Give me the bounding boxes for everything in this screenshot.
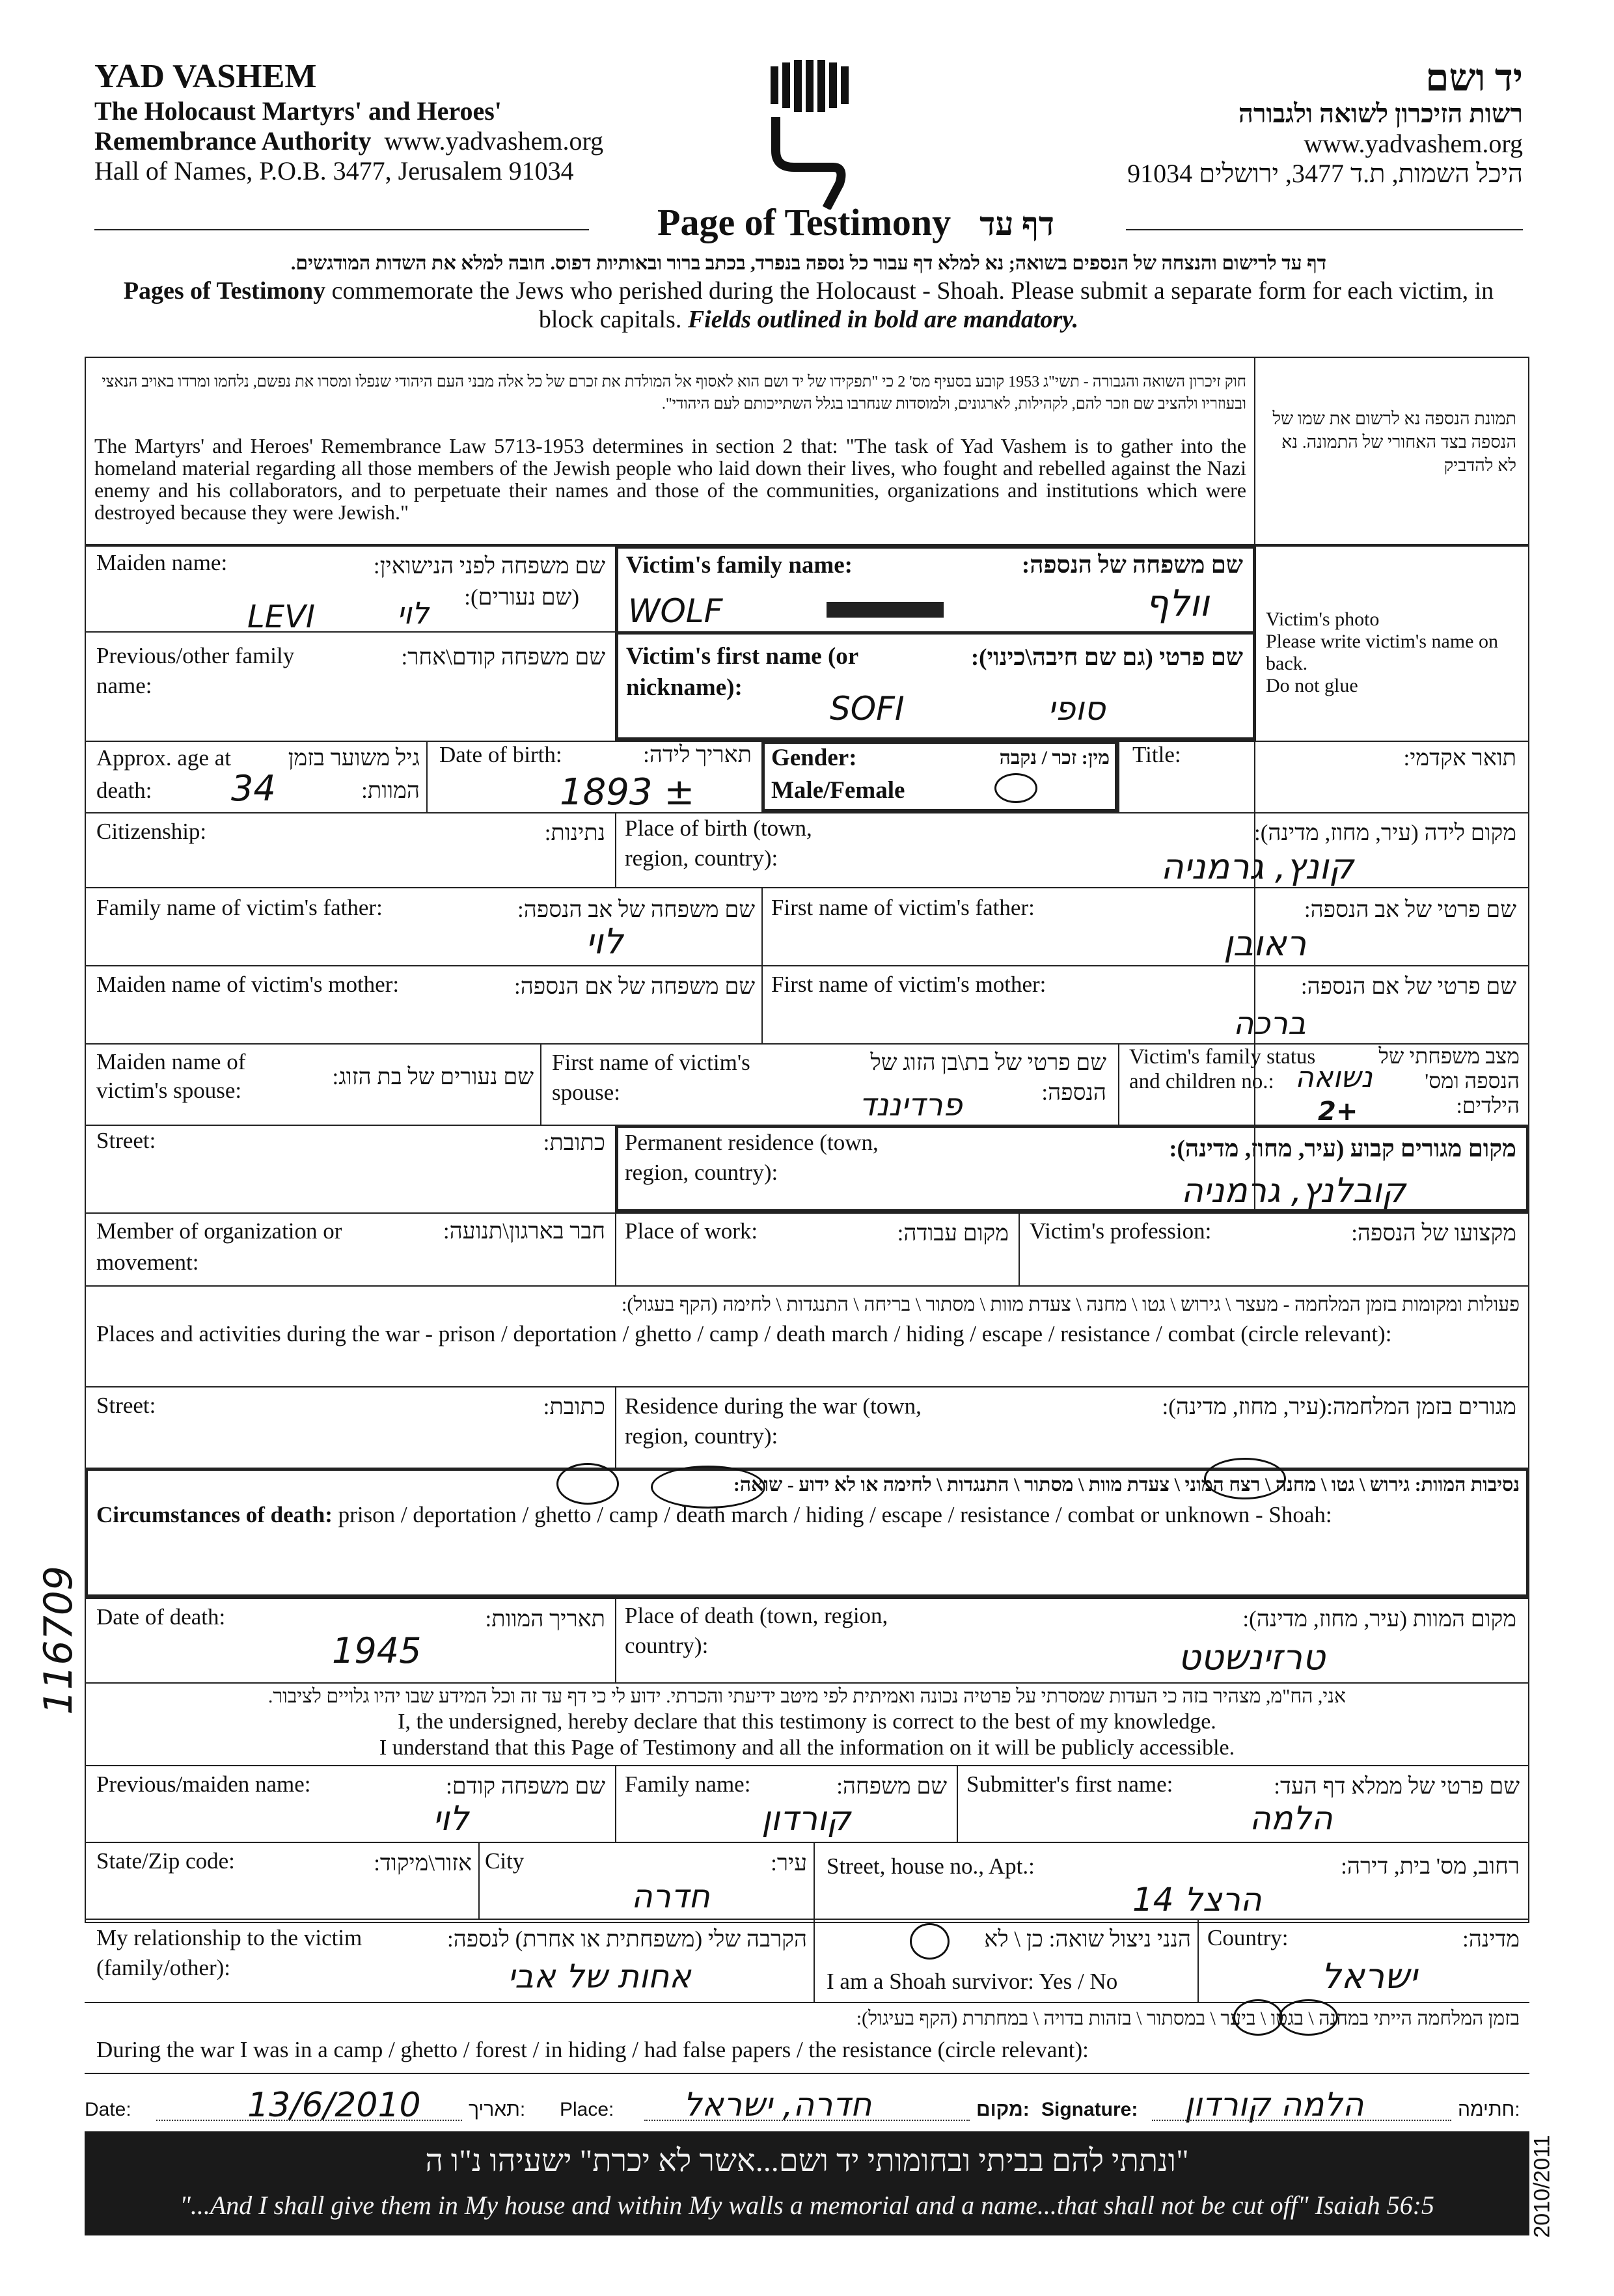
declaration-en2: I understand that this Page of Testimony and all the information on it will be publicly accessible. (379, 1736, 1235, 1760)
form-title-en: Page of Testimony (657, 201, 951, 243)
dod-label-en: Date of death: (96, 1604, 226, 1630)
photo-en-2: Please write victim's name on back. (1266, 631, 1498, 674)
sub-country-value[interactable]: ישראל (1321, 1956, 1417, 1997)
father-fam-label-en: Family name of victim's father: (96, 895, 383, 920)
member-label-en: Member of organization or movement: (96, 1218, 342, 1275)
member-label-he: חבר בארגון\תנועה: (443, 1218, 605, 1244)
law-he: חוק זיכרון השואה והגבורה - תשי"ג 1953 קובע בסעיף מס' 2 כי "תפקידו של יד ושם הוא לאסוף אל המולדת את זכרם של כל אלה מבני העם היהודי שנפלו ומסרו את נפשם, נלחמו ומרדו באויב הנאצי ובעוזריו ולהציב שם וזכר להם, לקהילות, לארגונים, ולמוסדות שנחרבו בגלל השתייכותם לעם היהודי". (102, 374, 1246, 413)
prev-label-en: Previous/other family name: (96, 643, 295, 698)
first-label-he: שם פרטי (גם שם חיבה\כינוי): (970, 644, 1243, 671)
intro-block (94, 251, 1523, 334)
survivor-label-he: הנני ניצול שואה: כן \ לא (984, 1926, 1191, 1952)
family-status-label-en: Victim's family status and children no.: (1129, 1045, 1316, 1093)
title-label-en: Title: (1132, 742, 1181, 767)
sub-prev-value[interactable]: לוי (433, 1799, 469, 1838)
photo-en-1: Victim's photo (1266, 608, 1380, 630)
dob-label-en: Date of birth: (439, 742, 562, 767)
sig-date-label-he: תאריך: (469, 2099, 526, 2120)
places-label-en: Places and activities during the war - prison / deportation / ghetto / camp / death march / hiding / escape / resistance / combat (circle relevant): (96, 1321, 1392, 1346)
father-first-label-he: שם פרטי של אב הנספה: (1304, 897, 1516, 922)
footer-en: "...And I shall give them in My house and within My walls a memorial and a name...that shall not be cut off" Isaiah 56:5 (180, 2191, 1434, 2220)
declaration (94, 1684, 1520, 1761)
profession-label-en: Victim's profession: (1030, 1218, 1212, 1244)
margin-number: 116709 (36, 1565, 81, 1715)
profession-label-he: מקצועו של הנספה: (1351, 1220, 1516, 1246)
spouse-maiden-label-he: שם נעורים של בת הזוג: (332, 1064, 534, 1089)
sub-prev-label-en: Previous/maiden name: (96, 1771, 311, 1797)
first-value-he[interactable]: סופי (1048, 690, 1106, 728)
dod-label-he: תאריך המוות: (485, 1606, 605, 1632)
street-label-he: כתובת: (543, 1130, 605, 1155)
mother-first-value[interactable]: ברכה (1233, 1005, 1306, 1042)
footer-he: "ונתתי להם בביתי ובחומותי יד ושם...אשר לא יכרת" ישעיהו נ"ו ה (425, 2144, 1189, 2178)
spouse-first-label-en: First name of victim's spouse: (552, 1050, 750, 1105)
sub-country-label-en: Country: (1207, 1925, 1289, 1950)
perm-res-label-en: Permanent residence (town, region, country): (625, 1130, 879, 1185)
sig-signature-value[interactable]: הלמה קורדון (1184, 2086, 1364, 2124)
war-submitter-label-he: בזמן המלחמה הייתי במחנה \ בגטו \ ביער \ במסתור \ בזהות בדויה \ במחתרת (הקף בעיגול): (856, 2008, 1520, 2029)
sub-first-label-en: Submitter's first name: (966, 1771, 1173, 1797)
citizen-label-he: נתינות: (544, 820, 605, 845)
maiden-label-he2: (שם נעורים): (464, 584, 579, 610)
sig-place-label-en: Place: (560, 2099, 614, 2120)
children-value[interactable]: 2+ (1318, 1097, 1358, 1127)
sub-family-label-he: שם משפחה: (836, 1773, 947, 1799)
spouse-maiden-label-en: Maiden name of victim's spouse: (96, 1049, 246, 1103)
sub-street-label-he: רחוב, מס' בית, דירה: (1341, 1853, 1520, 1879)
dob-value[interactable]: 1893 ± (560, 771, 695, 813)
age-value[interactable]: 34 (231, 768, 276, 809)
age-label-en: Approx. age at death: (96, 745, 232, 803)
sub-first-value[interactable]: הלמה (1250, 1799, 1333, 1837)
sub-first-label-he: שם פרטי של ממלא דף העד: (1274, 1773, 1520, 1799)
sub-city-value[interactable]: חדרה (631, 1878, 710, 1915)
spouse-first-value[interactable]: פרדיננד (859, 1087, 963, 1123)
sub-country-label-he: מדינה: (1462, 1926, 1520, 1952)
gender-label-en: Gender: Male/Female (771, 745, 905, 804)
work-label-he: מקום עבודה: (897, 1220, 1009, 1246)
org-en-line2: Remembrance Authority (94, 126, 372, 156)
father-first-label-en: First name of victim's father: (771, 895, 1035, 920)
org-en-block (94, 57, 680, 186)
org-en-address: Hall of Names, P.O.B. 3477, Jerusalem 91034 (94, 156, 574, 185)
pod-label-en: Place of death (town, region, country): (625, 1603, 888, 1658)
org-he-address: היכל השמות, ת.ד 3477, ירושלים 91034 (1127, 159, 1523, 188)
street-label-en: Street: (96, 1128, 156, 1153)
yad-vashem-logo (768, 60, 859, 210)
circ-label-en (96, 1502, 1522, 1528)
family-value[interactable]: WOLF (628, 592, 723, 630)
perm-res-value[interactable]: קובלנץ, גרמניה (1181, 1171, 1406, 1210)
circ-label-en-bold: Circumstances of death: (96, 1502, 333, 1527)
war-ghetto-circle (1233, 1999, 1283, 2036)
age-label-he: גיל משוער בזמן המוות: (288, 745, 420, 803)
circ-camp-circle (1204, 1458, 1286, 1499)
photo-he: תמונת הנספה נא לרשום את שמו של הנספה בצד האחורי של התמונה. נא לא להדביק (1272, 409, 1516, 475)
sub-zip-label-he: אזור\מיקוד: (374, 1850, 472, 1876)
org-he-title: יד ושם (1425, 57, 1523, 99)
maiden-value-he[interactable]: לוי (397, 595, 429, 631)
pod-value[interactable]: טרזינשטט (1178, 1637, 1326, 1678)
war-submitter-label-en: During the war I was in a camp / ghetto / forest / in hiding / had false papers / the resistance (circle relevant): (96, 2037, 1089, 2062)
prev-label-he: שם משפחה קודם\אחר: (401, 644, 605, 670)
sig-place-label-he: מקום: (976, 2099, 1030, 2120)
sig-place-value[interactable]: חדרה, ישראל (683, 2086, 872, 2124)
photo-en-3: Do not glue (1266, 675, 1358, 696)
first-value[interactable]: SOFI (830, 690, 905, 728)
war-street-label-en: Street: (96, 1393, 156, 1418)
form-title-he: דף עד (979, 206, 1054, 242)
places-label-he: פעולות ומקומות בזמן המלחמה - מעצר \ גירוש \ גטו \ מחנה \ צעדת מוות \ מסתור \ בריחה \ התנגדות \ לחימה (הקף בעגול): (622, 1294, 1520, 1315)
family-label-en: Victim's family name: (626, 552, 853, 579)
yad-vashem-logo-icon (768, 60, 859, 210)
sub-rel-label-en: My relationship to the victim (family/other): (96, 1925, 362, 1980)
family-status-label-he: מצב משפחתי של הנספה ומס' הילדים: (1378, 1045, 1520, 1118)
family-label-he: שם משפחה של הנספה: (1021, 552, 1243, 579)
sig-date-label-en: Date: (85, 2099, 131, 2120)
title-label-he: תואר אקדמי: (1403, 745, 1516, 771)
declaration-he: אני, הח"מ, מצהיר בזה כי העדות שמסרתי על פרטיה נכונה ואמיתית לפי מיטב ידיעתי והכרתי. ידוע לי כי דף עד זה וכל המידע שבו יהיו גלויים לציבור. (267, 1686, 1347, 1707)
sub-family-value[interactable]: קורדון (761, 1799, 851, 1838)
form-year: 2010/2011 (1529, 2135, 1555, 2238)
form-title (589, 200, 1123, 244)
intro-en-rest: commemorate the Jews who perished during the Holocaust - Shoah. Please submit a separate form for each victim, in block capitals. (325, 277, 1494, 333)
father-first-value[interactable]: ראובן (1224, 923, 1307, 964)
footer-quote-band (85, 2131, 1529, 2235)
citizen-label-en: Citizenship: (96, 819, 207, 844)
war-camp-circle (1279, 1999, 1338, 2036)
circ-label-he: נסיבות המוות: גירוש \ גטו \ מחנה \ רצח המוני \ צעדת מוות \ מסתור \ התנגדות \ לחימה או לא ידוע - שואה: (733, 1474, 1520, 1496)
intro-en-italic: Fields outlined in bold are mandatory. (681, 306, 1079, 333)
family-value-he[interactable]: וולף (1145, 582, 1210, 625)
father-fam-label-he: שם משפחה של אב הנספה: (517, 897, 755, 922)
org-en-line1: The Holocaust Martyrs' and Heroes' (94, 96, 502, 126)
pod-label-he: מקום המוות (עיר, מחוז, מדינה): (1242, 1606, 1516, 1632)
family-status-value[interactable]: נשואה (1295, 1061, 1373, 1094)
pob-label-en: Place of birth (town, region, country): (625, 815, 812, 871)
sub-prev-label-he: שם משפחה קודם: (446, 1773, 605, 1799)
gender-label-he: מין: זכר / נקבה (999, 747, 1110, 769)
dod-value[interactable]: 1945 (332, 1630, 422, 1671)
first-label-en: Victim's first name (or nickname): (626, 643, 858, 701)
work-label-en: Place of work: (625, 1218, 758, 1244)
signature-row (85, 2086, 1529, 2131)
circ-unknown-circle (651, 1466, 765, 1509)
intro-en-bold: Pages of Testimony (123, 277, 326, 305)
dob-label-he: תאריך לידה: (643, 742, 752, 767)
survivor-label-en: I am a Shoah survivor: Yes / No (827, 1969, 1118, 1994)
sub-street-value[interactable]: 14 הרצל (1132, 1881, 1262, 1919)
pob-label-he: מקום לידה (עיר, מחוז, מדינה): (1254, 820, 1516, 845)
mother-maiden-label-he: שם משפחה של אם הנספה: (514, 974, 755, 999)
war-street-label-he: כתובת: (543, 1394, 605, 1419)
father-fam-value[interactable]: לוי (586, 921, 623, 962)
org-he-web: www.yadvashem.org (1304, 129, 1523, 158)
org-he-block (976, 57, 1523, 189)
gender-female-circle (994, 773, 1037, 803)
survivor-yes-circle (910, 1923, 950, 1960)
declaration-en1: I, the undersigned, hereby declare that this testimony is correct to the best of my knowledge. (398, 1710, 1216, 1734)
mother-first-label-en: First name of victim's mother: (771, 972, 1046, 997)
pob-value[interactable]: קונץ, גרמניה (1160, 846, 1354, 887)
circ-label-en-rest: prison / deportation / ghetto / camp / death march / hiding / escape / resistance / combat or unknown - Shoah: (332, 1502, 1332, 1527)
mother-maiden-label-en: Maiden name of victim's mother: (96, 972, 400, 997)
perm-res-label-he: מקום מגורים קבוע (עיר, מחוז, מדינה): (1169, 1136, 1516, 1162)
sig-date-value[interactable]: 13/6/2010 (247, 2086, 421, 2125)
maiden-value[interactable]: LEVI (247, 599, 316, 635)
org-en-web: www.yadvashem.org (384, 126, 604, 156)
war-res-label-en: Residence during the war (town, region, country): (625, 1393, 922, 1449)
crossed-out-text (827, 602, 944, 618)
circ-ghetto-circle (556, 1463, 619, 1505)
sub-rel-label-he: הקרבה שלי (משפחתית או אחרת) לנספה: (447, 1926, 807, 1952)
org-he-line1: רשות הזיכרון לשואה ולגבורה (1238, 99, 1523, 128)
org-en-title: YAD VASHEM (94, 58, 317, 95)
maiden-label-en: Maiden name: (96, 550, 228, 575)
law-en: The Martyrs' and Heroes' Remembrance Law 5713-1953 determines in section 2 that: "The task of Yad Vashem is to gather into the homeland material regarding all those members of the Jewish people who laid down their lives, who fought and rebelled against the Nazi enemy and his collaborators, and to perpetuate their names and those of the communities, organizations and institutions which were destroyed because they were Jewish." (94, 434, 1246, 524)
maiden-label-he: שם משפחה לפני הנישואין: (373, 553, 605, 579)
sub-zip-label-en: State/Zip code: (96, 1848, 235, 1874)
sub-rel-value[interactable]: אחות של אבי (508, 1958, 691, 1995)
spouse-first-label-he: שם פרטי של בת\בן הזוג של הנספה: (870, 1050, 1106, 1105)
sub-city-label-he: עיר: (771, 1850, 807, 1876)
sig-signature-label-en: Signature: (1041, 2099, 1138, 2120)
sub-family-label-en: Family name: (625, 1771, 751, 1797)
sub-city-label-en: City (485, 1848, 525, 1874)
sig-signature-label-he: חתימה: (1458, 2099, 1520, 2120)
mother-first-label-he: שם פרטי של אם הנספה: (1300, 974, 1516, 999)
war-res-label-he: מגורים בזמן המלחמה:(עיר, מחוז, מדינה): (1162, 1394, 1516, 1419)
intro-he: דף עד לרישום והנצחה של הנספים בשואה; נא למלא דף עבור כל נספה בנפרד, בכתב ברור ובאותיות דפוס. חובה למלא את השדות המודגשים. (290, 253, 1327, 274)
sub-street-label-en: Street, house no., Apt.: (827, 1853, 1035, 1879)
